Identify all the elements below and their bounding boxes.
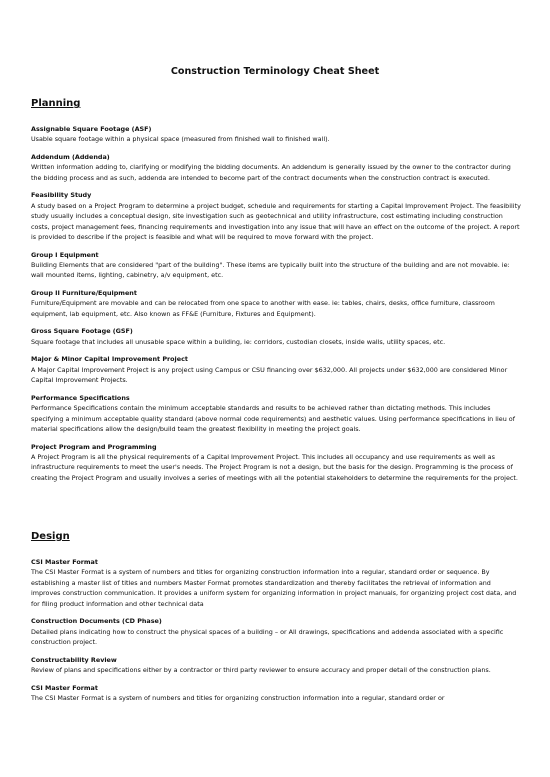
entry-term: Group II Furniture/Equipment — [31, 289, 137, 298]
entry-term: Performance Specifications — [31, 393, 130, 402]
entry-definition: Furniture/Equipment are movable and can be relocated from one space to another with ease. ie: tables, chairs, desks, office furniture, classroom equipment, lab equipment, etc. Also known as FF&E (Furniture, Fixtures and Equipment). — [31, 299, 495, 318]
entry-definition: The CSI Master Format is a system of numbers and titles for organizing construction information into a regular, standard order or — [31, 694, 445, 703]
entry-term: Group I Equipment — [31, 250, 99, 259]
entry-performance-specifications — [31, 393, 521, 435]
entry-term: Addendum (Addenda) — [31, 153, 110, 161]
entry-term: Project Program and Programming — [31, 442, 157, 451]
entry-assignable-square-footage — [31, 124, 521, 145]
entry-definition: Detailed plans indicating how to construct the physical spaces of a building – or All drawings, specifications and addenda associated with a specific construction project. — [31, 627, 504, 647]
entry-capital-improvement-project — [31, 354, 521, 385]
entry-term: Major & Minor Capital Improvement Project — [31, 355, 188, 364]
entry-addendum — [31, 152, 521, 183]
entry-definition: Square footage that includes all unusable space within a building, ie: corridors, custodian closets, inside walls, utility spaces, etc. — [31, 337, 446, 346]
entry-definition: Building Elements that are considered "part of the building". These items are typically built into the structure of the building and are not movable. ie: wall mounted items, lighting, cabinetry, a/v equipment, etc. — [31, 261, 510, 280]
entry-group-ii-furniture — [31, 288, 521, 319]
section-heading-planning: Planning — [31, 98, 81, 109]
entry-definition: Performance Specifications contain the minimum acceptable standards and results to be achieved rather than dictating methods. This includes specifying a minimum acceptable quality standard (above normal code requirements) and aesthetic values. Using performance specifications in lieu of material specifications allow the design/build team the greatest flexibility in meeting the project goals. — [31, 404, 515, 434]
entry-definition: A study based on a Project Program to determine a project budget, schedule and requirements for starting a Capital Improvement Project. The feasibility study usually includes a conceptual design, site investigation such as geotechnical and utility infrastructure, cost estimating including construction costs, project management fees, financing requirements and investigation into any issue that will have an effect on the outcome of the project. A report is provided to describe if the project is feasible and what will be required to move forward with the project. — [31, 201, 521, 242]
entry-term: Assignable Square Footage (ASF) — [31, 125, 152, 133]
entry-definition: A Major Capital Improvement Project is any project using Campus or CSU financing over $632,000. All projects under $632,000 are considered Minor Capital Improvement Projects. — [31, 365, 508, 385]
entry-feasibility-study — [31, 190, 521, 242]
entry-definition: The CSI Master Format is a system of numbers and titles for organizing construction information into a regular, standard order or sequence. By establishing a master list of titles and numbers Master Format promotes standardization and thereby facilitates the retrieval of information and improves construction communication. It provides a uniform system for organizing information in project manuals, for organizing project cost data, and for filing product information and other technical data — [31, 568, 517, 608]
entry-term: CSI Master Format — [31, 683, 98, 692]
entry-definition: A Project Program is all the physical requirements of a Capital Improvement Project. This includes all occupancy and use requirements as well as infrastructure requirements to meet the user's needs. The Project Program is not a design, but the basis for the design. Programming is the process of creating the Project Program and usually involves a series of meetings with all the potential stakeholders to determine the requirements for the project. — [31, 453, 518, 482]
entry-gross-square-footage — [31, 326, 521, 347]
entry-term: Feasibility Study — [31, 191, 92, 200]
entry-definition: Written information adding to, clarifying or modifying the bidding documents. An addendum is generally issued by the owner to the contractor during the bidding process and as such, addenda are intended to become part of the contract documents when the construction contract is executed. — [31, 163, 511, 182]
entry-definition: Usable square footage within a physical space (measured from finished wall to finished wall). — [31, 135, 330, 144]
entry-construction-documents — [31, 616, 521, 647]
entry-csi-master-format-2 — [31, 683, 521, 704]
entry-definition: Review of plans and specifications either by a contractor or third party reviewer to ensure accuracy and proper detail of the construction plans. — [31, 666, 491, 675]
entry-constructability-review — [31, 655, 521, 676]
entry-term: Constructability Review — [31, 655, 117, 664]
entry-term: CSI Master Format — [31, 558, 98, 566]
section-heading-design: Design — [31, 531, 70, 542]
entry-project-program — [31, 442, 521, 484]
design-entries — [31, 557, 521, 711]
document-title: Construction Terminology Cheat Sheet — [170, 66, 380, 77]
entry-term: Gross Square Footage (GSF) — [31, 327, 133, 336]
planning-entries — [31, 124, 521, 490]
entry-term: Construction Documents (CD Phase) — [31, 617, 162, 626]
entry-group-i-equipment — [31, 250, 521, 281]
entry-csi-master-format — [31, 557, 521, 609]
